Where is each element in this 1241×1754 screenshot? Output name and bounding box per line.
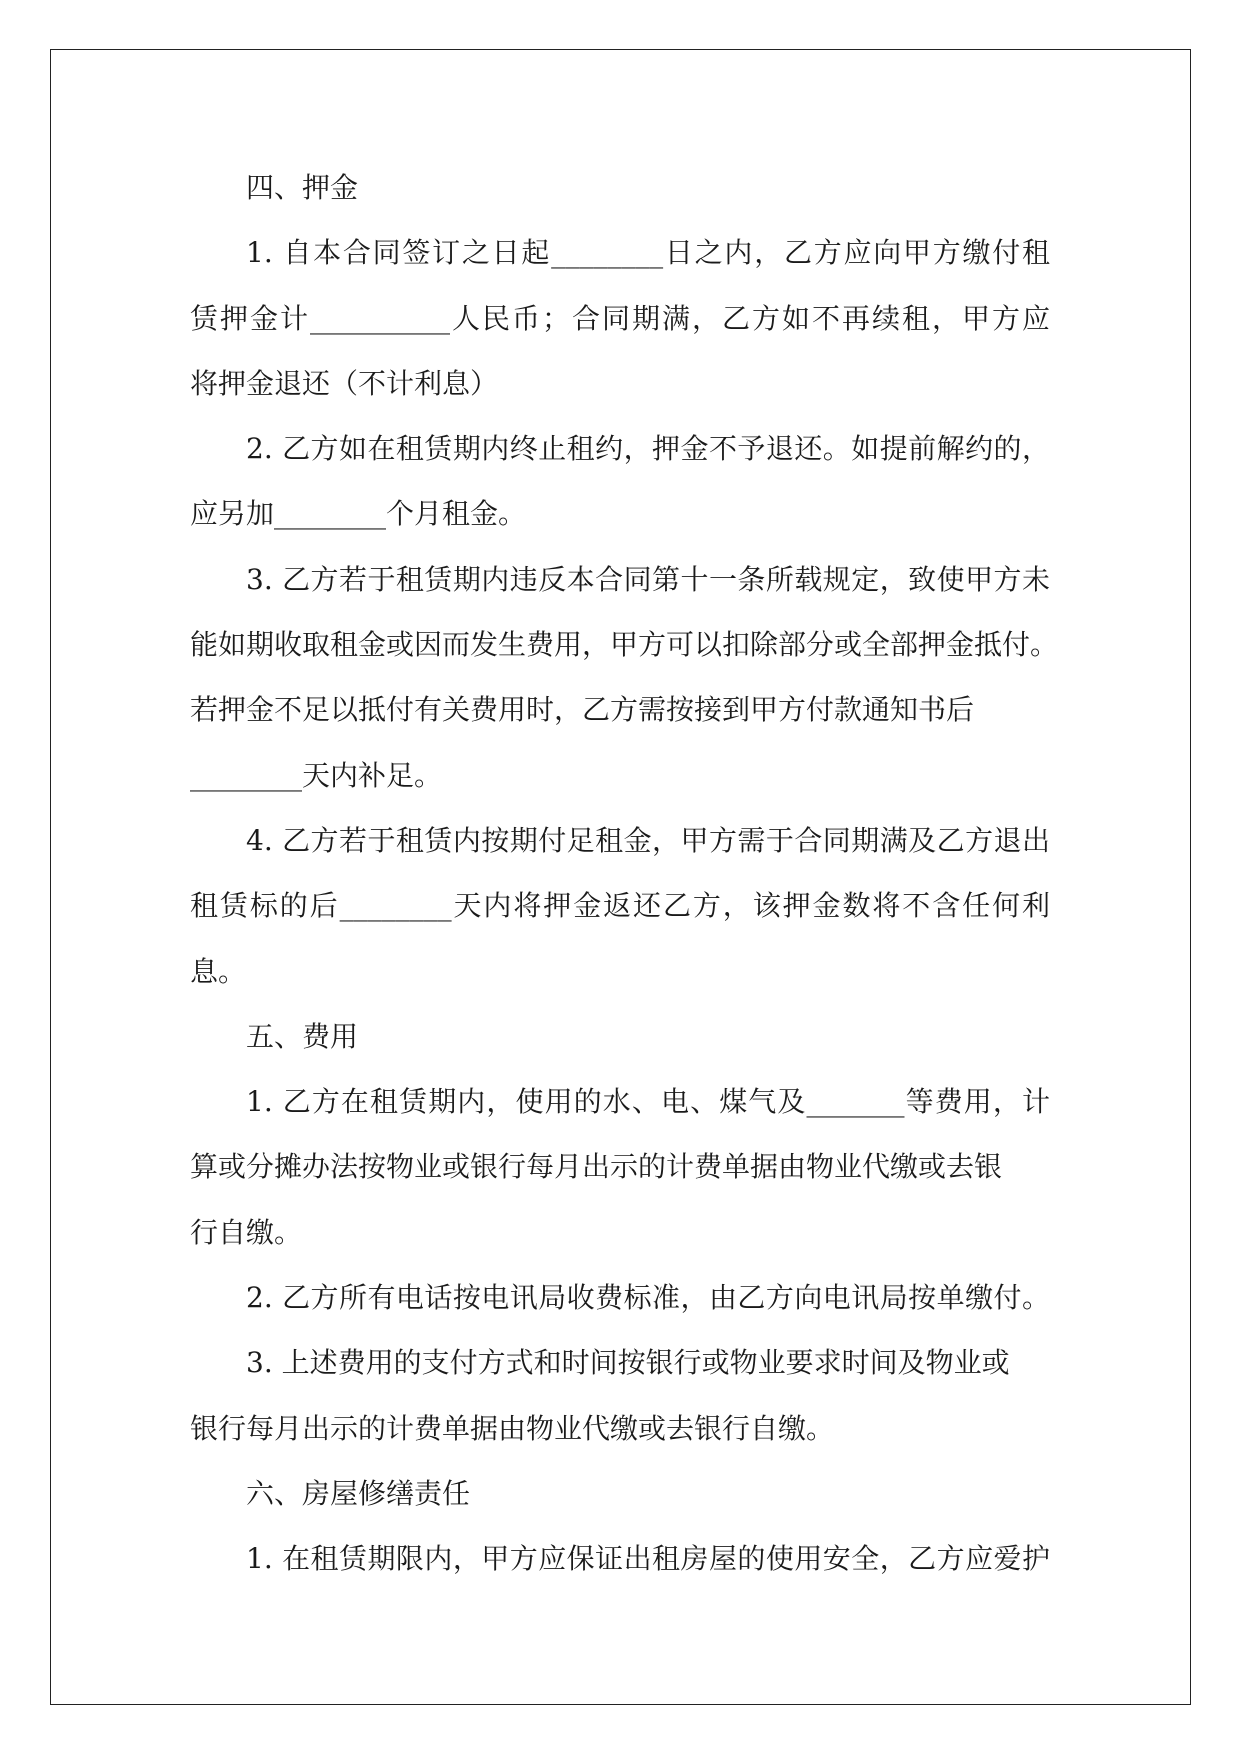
paragraph-line: 赁押金计__________人民币；合同期满，乙方如不再续租，甲方应: [190, 301, 1050, 335]
paragraph-line: 1. 在租赁期限内，甲方应保证出租房屋的使用安全，乙方应爱护: [246, 1542, 1050, 1576]
paragraph-line: 2. 乙方所有电话按电讯局收费标准，由乙方向电讯局按单缴付。: [246, 1281, 1050, 1315]
paragraph-line: 银行每月出示的计费单据由物业代缴或去银行自缴。: [190, 1411, 835, 1445]
paragraph-line: ________天内补足。: [190, 758, 443, 792]
paragraph-line: 1. 自本合同签订之日起________日之内，乙方应向甲方缴付租: [246, 236, 1050, 270]
paragraph-line: 2. 乙方如在租赁期内终止租约，押金不予退还。如提前解约的，: [246, 432, 1050, 466]
paragraph-line: 4. 乙方若于租赁内按期付足租金，甲方需于合同期满及乙方退出: [246, 823, 1050, 857]
paragraph-line: 3. 乙方若于租赁期内违反本合同第十一条所载规定，致使甲方未: [246, 562, 1050, 596]
section-heading-deposit: 四、押金: [246, 171, 359, 204]
paragraph-line: 将押金退还（不计利息）: [190, 366, 499, 400]
paragraph-line: 租赁标的后________天内将押金返还乙方，该押金数将不含任何利: [190, 889, 1050, 923]
section-heading-repairs: 六、房屋修缮责任: [246, 1476, 471, 1510]
paragraph-line: 应另加________个月租金。: [190, 497, 527, 531]
document-body: [190, 155, 1059, 1592]
paragraph-line: 若押金不足以抵付有关费用时，乙方需按接到甲方付款通知书后: [190, 693, 975, 727]
paragraph-line: 3. 上述费用的支付方式和时间按银行或物业要求时间及物业或: [246, 1346, 1010, 1380]
section-heading-fees: 五、费用: [246, 1019, 359, 1053]
paragraph-line: 能如期收取租金或因而发生费用，甲方可以扣除部分或全部押金抵付。: [190, 628, 1059, 662]
paragraph-line: 息。: [190, 954, 247, 988]
paragraph-line: 行自缴。: [190, 1215, 303, 1249]
paragraph-line: 算或分摊办法按物业或银行每月出示的计费单据由物业代缴或去银: [190, 1150, 1003, 1184]
paragraph-line: 1. 乙方在租赁期内，使用的水、电、煤气及_______等费用，计: [246, 1085, 1050, 1119]
